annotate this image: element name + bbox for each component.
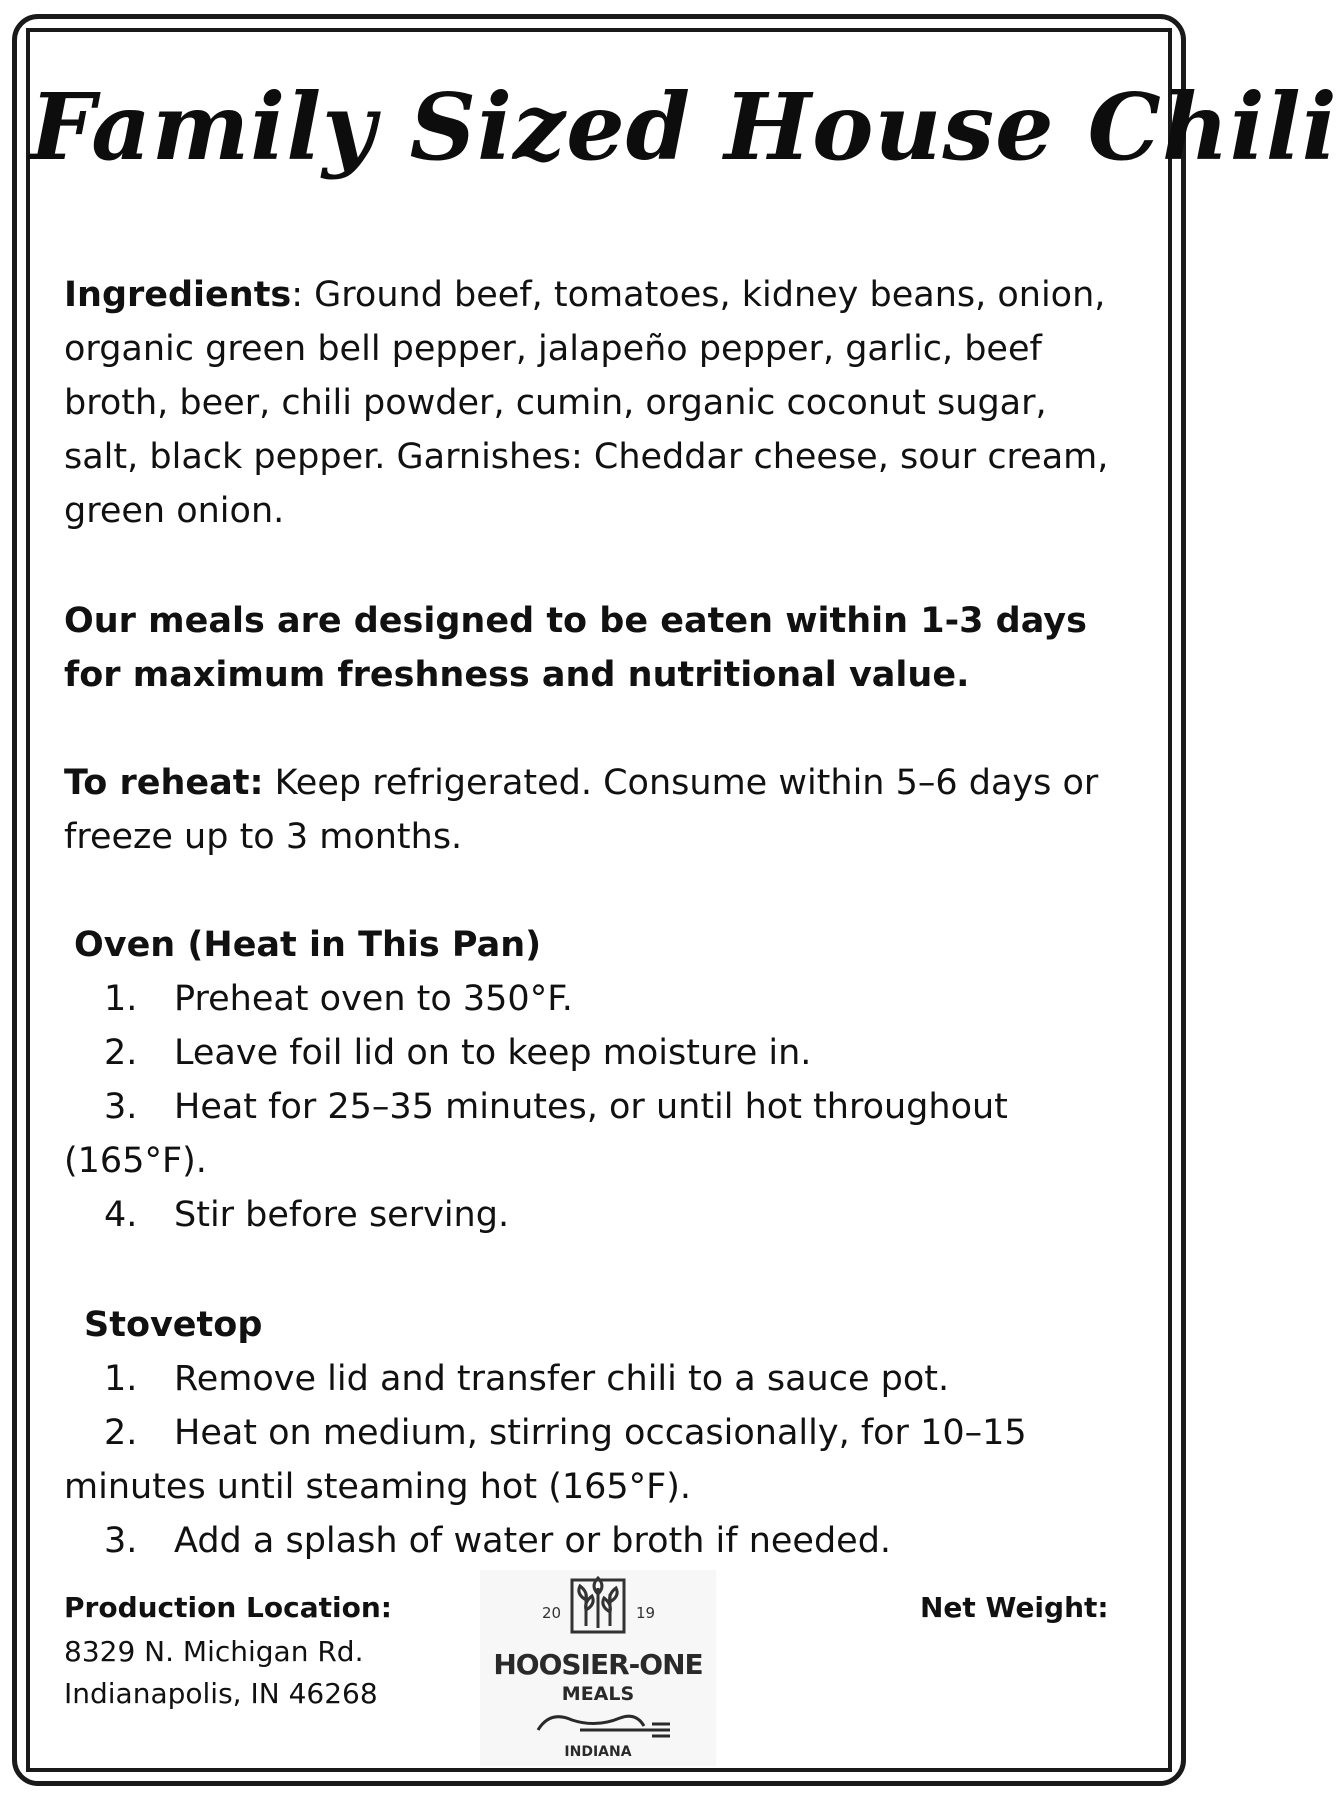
step-number: 1. [104, 979, 138, 1019]
address-line-2: Indianapolis, IN 46268 [64, 1677, 378, 1710]
reheat-paragraph [64, 756, 1124, 864]
stovetop-step [64, 1406, 1134, 1514]
stovetop-heading: Stovetop [84, 1305, 263, 1345]
stovetop-step [64, 1352, 1134, 1406]
reheat-text: Keep refrigerated. Consume within 5–6 days or freeze up to 3 months. [64, 763, 1099, 857]
logo-brand-line2: MEALS [561, 1683, 635, 1705]
hoosier-one-meals-logo [480, 1570, 716, 1766]
ingredients-label: Ingredients [64, 275, 292, 315]
step-text: Heat for 25–35 minutes, or until hot throughout (165°F). [64, 1087, 1008, 1181]
logo-year-right: 19 [636, 1604, 656, 1622]
oven-step [64, 972, 1134, 1026]
ingredients-text: : Ground beef, tomatoes, kidney beans, onion, organic green bell pepper, jalapeño pepper, garlic, beef broth, beer, chili powder, cumin, organic coconut sugar, salt, black pepper. Garnishes: Cheddar cheese, sour cream, green onion. [64, 275, 1109, 531]
step-number: 1. [104, 1359, 138, 1399]
step-text: Add a splash of water or broth if needed. [174, 1521, 892, 1561]
freshness-note: Our meals are designed to be eaten within 1-3 days for maximum freshness and nutritional value. [64, 601, 1087, 695]
step-number: 3. [104, 1087, 138, 1127]
step-number: 3. [104, 1521, 138, 1561]
address-line-1: 8329 N. Michigan Rd. [64, 1635, 364, 1668]
net-weight-label: Net Weight: [920, 1591, 1109, 1624]
product-title: Family Sized House Chili [30, 73, 1338, 181]
step-number: 4. [104, 1195, 138, 1235]
oven-heading: Oven (Heat in This Pan) [74, 925, 542, 965]
step-number: 2. [104, 1033, 138, 1073]
oven-step [64, 1080, 1134, 1188]
logo-year-left: 20 [542, 1604, 562, 1622]
production-location-label: Production Location: [64, 1591, 392, 1624]
step-text: Leave foil lid on to keep moisture in. [174, 1033, 812, 1073]
logo-state: INDIANA [564, 1744, 632, 1760]
step-text: Preheat oven to 350°F. [174, 979, 573, 1019]
oven-step [64, 1026, 1134, 1080]
logo-brand-line1: HOOSIER-ONE [493, 1648, 703, 1681]
step-number: 2. [104, 1413, 138, 1453]
oven-step [64, 1188, 1134, 1242]
step-text: Heat on medium, stirring occasionally, for 10–15 minutes until steaming hot (165°F). [64, 1413, 1027, 1507]
ingredients-paragraph [64, 268, 1124, 538]
step-text: Stir before serving. [174, 1195, 510, 1235]
step-text: Remove lid and transfer chili to a sauce pot. [174, 1359, 950, 1399]
reheat-label: To reheat: [64, 763, 264, 803]
stovetop-step [64, 1514, 1134, 1568]
